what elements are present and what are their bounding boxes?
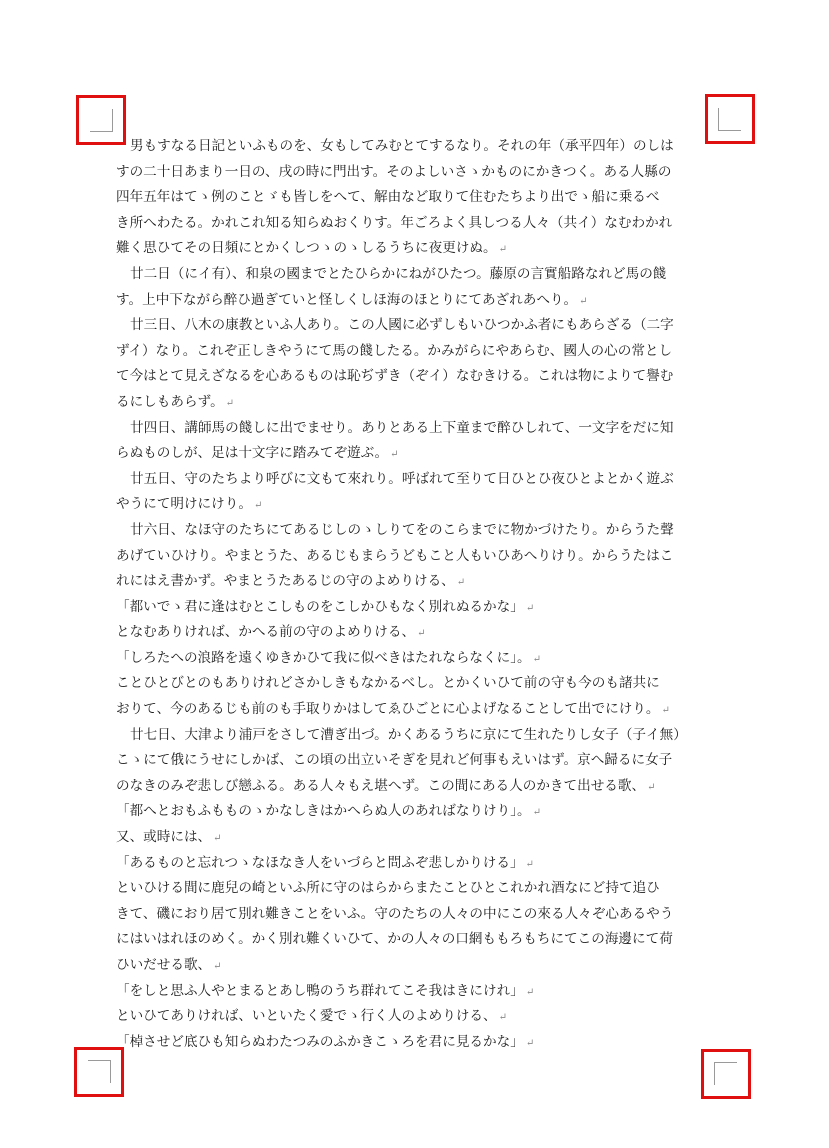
paragraph-mark-icon: ↵ (253, 500, 263, 512)
text-line (116, 774, 716, 800)
line-text: ひいだせる歌、 (116, 957, 212, 973)
text-line (116, 902, 716, 928)
paragraph-mark-icon: ↵ (661, 705, 670, 717)
text-line (116, 799, 716, 825)
line-text: 廿五日、守のたちより呼びに文もて來れり。呼ばれて至りて日ひとひ夜ひとよとかく遊ぶ (130, 470, 674, 487)
line-text: 男もすなる日記といふものを、女もしてみむとてするなり。それの年（承平四年）のしは (130, 138, 674, 154)
text-line (116, 748, 716, 774)
text-line (116, 492, 716, 518)
line-text: て今はとて見えざなるを心あるものは恥ぢずき（ぞイ）なむきける。これは物によりて譽む (116, 368, 674, 385)
paragraph-mark-icon: ↵ (225, 397, 235, 409)
text-line (116, 1004, 716, 1030)
line-text: おりて、今のあるじも前のも手取りかはしてゑひごとに心よげなることして出でにけり。 (116, 701, 660, 718)
text-line (116, 364, 716, 390)
text-line (116, 851, 716, 877)
text-line (116, 467, 716, 493)
text-line (116, 262, 716, 288)
text-line (116, 518, 716, 544)
line-text: す。上中下ながら醉ひ過ぎていと怪しくしほ海のほとりにてあざれあへり。 (116, 291, 578, 308)
text-line (116, 671, 716, 697)
line-text: すの二十日あまり一日の、戌の時に門出す。そのよしいさゝかものにかきつく。ある人縣の (116, 163, 672, 180)
text-line (116, 927, 716, 953)
line-text: 「都へとおもふもものゝかなしきはかへらぬ人のあればなりけり」。 (116, 803, 531, 820)
line-text: 難く思ひてその日頻にとかくしつゝのゝしるうちに夜更けぬ。 (116, 240, 497, 257)
text-line (116, 569, 716, 595)
text-line (116, 620, 716, 646)
text-line (116, 134, 716, 160)
paragraph-mark-icon: ↵ (647, 781, 656, 793)
line-text: きて、磯におり居て別れ難きことをいふ。守のたちの人々の中にこの來る人々ぞ心あるやう (116, 905, 674, 922)
text-line (116, 339, 716, 365)
paragraph-mark-icon: ↵ (525, 1037, 535, 1049)
text-line (116, 390, 716, 416)
text-line (116, 441, 716, 467)
text-line (116, 288, 716, 314)
paragraph-mark-icon: ↵ (390, 449, 399, 461)
line-text: れにはえ書かず。やまとうたあるじの守のよめりける、 (116, 573, 455, 590)
text-line (116, 595, 716, 621)
line-text: やうにて明けにけり。 (116, 496, 252, 513)
line-text: のなきのみぞ悲しび戀ふる。ある人々もえ堪へず。この間にある人のかきて出せる歌、 (116, 777, 646, 794)
line-text: き所へわたる。かれこれ知る知らぬおくりす。年ごろよく具しつる人々（共イ）なむわかれ (116, 214, 673, 231)
text-line (116, 211, 716, 237)
paragraph-mark-icon: ↵ (532, 807, 541, 819)
text-line (116, 979, 716, 1005)
line-text: 「をしと思ふ人やとまるとあし鴨のうち群れてこそ我はきにけれ」 (116, 982, 524, 999)
paragraph-mark-icon: ↵ (525, 602, 535, 614)
line-text: 「あるものと忘れつゝなほなき人をいづらと問ふぞ悲しかりける」 (116, 854, 524, 871)
line-text: 廿二日（にイ有）、和泉の國までとたひらかにねがひたつ。藤原の言實船路なれど馬の餞 (130, 265, 667, 282)
text-line (116, 876, 716, 902)
corner-mark-icon (90, 109, 113, 132)
corner-mark-icon (88, 1060, 111, 1083)
text-line (116, 160, 716, 186)
line-text: にはいはれほのめく。かく別れ難くいひて、かの人々の口網ももろもちにてこの海邊にて荷 (116, 931, 673, 948)
paragraph-mark-icon: ↵ (579, 295, 588, 307)
text-line (116, 185, 716, 211)
line-text: 「棹させど底ひも知らぬわたつみのふかきこゝろを君に見るかな」 (116, 1033, 524, 1050)
line-text: あげていひけり。やまとうた、あるじもまらうどもこと人もいひあへりけり。からうたはこ (116, 547, 674, 564)
paragraph-mark-icon: ↵ (498, 244, 508, 256)
paragraph-mark-icon: ↵ (213, 833, 222, 845)
line-text: となむありければ、かへる前の守のよめりける、 (116, 624, 416, 641)
line-text: 四年五年はてゝ例のことゞも皆しをへて、解由など取りて住むたちより出でゝ船に乗るべ (116, 189, 660, 206)
paragraph-mark-icon: ↵ (525, 986, 535, 998)
text-line (116, 646, 716, 672)
document-body[interactable] (116, 134, 716, 1055)
text-line (116, 825, 716, 851)
line-text: こゝにて俄にうせにしかば、この頃の出立いそぎを見れど何事もえいはず。京へ歸るに女子 (116, 752, 673, 769)
corner-mark-icon (714, 1062, 737, 1085)
text-line (116, 697, 716, 723)
paragraph-mark-icon: ↵ (417, 628, 426, 640)
bottom-right-crop-mark (701, 1049, 751, 1099)
line-text: ずイ）なり。これぞ正しきやうにて馬の餞したる。かみがらにやあらむ、國人の心の常とし (116, 342, 673, 359)
paragraph-mark-icon: ↵ (498, 1012, 508, 1024)
line-text: 廿七日、大津より浦戸をさして漕ぎ出づ。かくあるうちに京にて生れたりし女子（子イ無） (130, 726, 687, 743)
line-text: といひける間に鹿兒の崎といふ所に守のはらからまたことひとこれかれ酒なにど持て追ひ (116, 880, 660, 897)
text-line (116, 953, 716, 979)
line-text: 廿三日、八木の康教といふ人あり。この人國に必ずしもいひつかふ者にもあらざる（二字 (130, 317, 674, 334)
paragraph-mark-icon: ↵ (456, 577, 466, 589)
text-line (116, 236, 716, 262)
line-text: ことひとびとのもありけれどさかしきもなかるべし。とかくいひて前の守も今のも諸共に (116, 675, 660, 692)
line-text: 廿六日、なほ守のたちにてあるじしのゝしりてをのこらまでに物かづけたり。からうた聲 (130, 521, 674, 538)
text-line (116, 416, 716, 442)
line-text: 又、或時には、 (116, 829, 212, 846)
line-text: 「都いでゝ君に逢はむとこしものをこしかひもなく別れぬるかな」 (116, 598, 524, 615)
line-text: 廿四日、講師馬の餞しに出でませり。ありとある上下童まで醉ひしれて、一文字をだに知 (130, 419, 674, 436)
line-text: 「しろたへの浪路を遠くゆきかひて我に似べきはたれならなくに」。 (116, 649, 531, 666)
corner-mark-icon (718, 108, 741, 131)
paragraph-mark-icon: ↵ (213, 961, 222, 972)
text-line (116, 1030, 716, 1056)
text-line (116, 723, 716, 749)
line-text: るにしもあらず。 (116, 393, 224, 410)
line-text: らぬものしが、足は十文字に踏みてぞ遊ぶ。 (116, 445, 389, 462)
paragraph-mark-icon: ↵ (532, 653, 541, 665)
text-line (116, 544, 716, 570)
line-text: といひてありければ、いといたく愛でゝ行く人のよめりける、 (116, 1008, 497, 1025)
paragraph-mark-icon: ↵ (525, 858, 534, 870)
text-line (116, 313, 716, 339)
